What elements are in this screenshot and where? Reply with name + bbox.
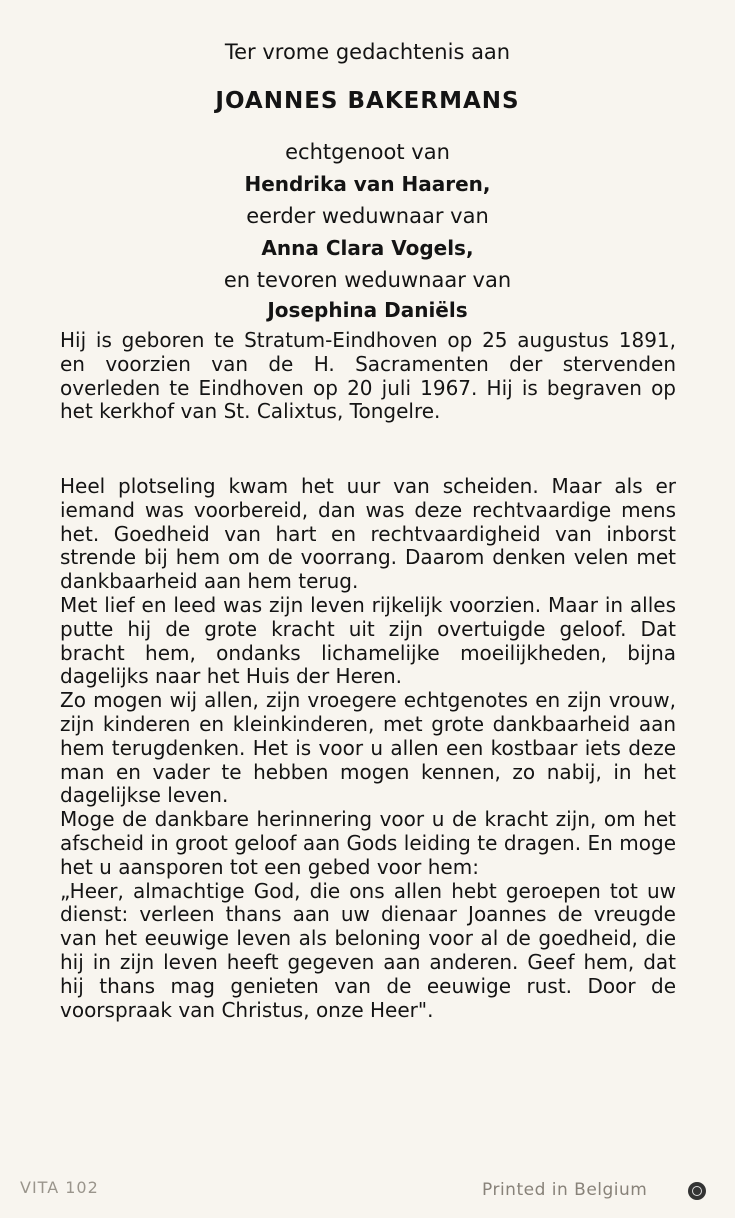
printed-in-label: Printed in Belgium xyxy=(482,1180,648,1200)
spouse-name-3: Josephina Daniëls xyxy=(267,298,468,322)
intro-line: Ter vrome gedachtenis aan xyxy=(224,40,511,64)
spouse-name-1: Hendrika van Haaren, xyxy=(244,172,491,196)
paragraph-2: Met lief en leed was zijn leven rijkelijk voorzien. Maar in alles putte hij de grote kracht uit zijn overtuigde geloof. Dat bracht hem, ondanks lichamelijke moeilijkheden, bijna dagelijks naar het Huis der Heren. xyxy=(60,592,676,689)
relation-line-2: eerder weduwnaar van xyxy=(246,204,489,228)
prayer-paragraph: „Heer, almachtige God, die ons allen hebt geroepen tot uw dienst: verleen thans aan uw dienaar Joannes de vreugde van het eeuwige leven als beloning voor al de goedheid, die hij in zijn leven heeft gegeven aan anderen. Geef hem, dat hij thans mag genieten van de eeuwige rust. Door de voorspraak van Christus, onze Heer". xyxy=(60,878,676,1022)
relation-line-3: en tevoren weduwnaar van xyxy=(223,268,512,292)
paragraph-3: Zo mogen wij allen, zijn vroegere echtgenotes en zijn vrouw, zijn kinderen en kleinkinderen, met grote dankbaarheid aan hem terugdenken. Het is voor u allen een kostbaar iets deze man en vader te hebben mogen kennen, zo nabij, in het dagelijkse leven. xyxy=(60,688,676,808)
biography-paragraph: Hij is geboren te Stratum-Eindhoven op 25 augustus 1891, en voorzien van de H. Sacramenten der stervenden overleden te Eindhoven op 20 juli 1967. Hij is begraven op het kerkhof van St. Calixtus, Tongelre. xyxy=(60,328,676,424)
deceased-name: JOANNES BAKERMANS xyxy=(215,88,520,114)
memorial-text xyxy=(60,475,676,1022)
spouse-name-2: Anna Clara Vogels, xyxy=(261,236,474,260)
paragraph-4: Moge de dankbare herinnering voor u de kracht zijn, om het afscheid in groot geloof aan Gods leiding te dragen. En moge het u aansporen tot een gebed voor hem: xyxy=(60,807,676,879)
paragraph-1: Heel plotseling kwam het uur van scheiden. Maar als er iemand was voorbereid, dan was deze rechtvaardige mens het. Goedheid van hart en rechtvaardigheid van inborst strende bij hem om de voorrang. Daarom denken velen met dankbaarheid aan hem terug. xyxy=(60,474,676,594)
catalog-number: VITA 102 xyxy=(20,1178,99,1197)
publisher-logo-icon xyxy=(688,1182,706,1200)
relation-line-1: echtgenoot van xyxy=(285,140,450,164)
